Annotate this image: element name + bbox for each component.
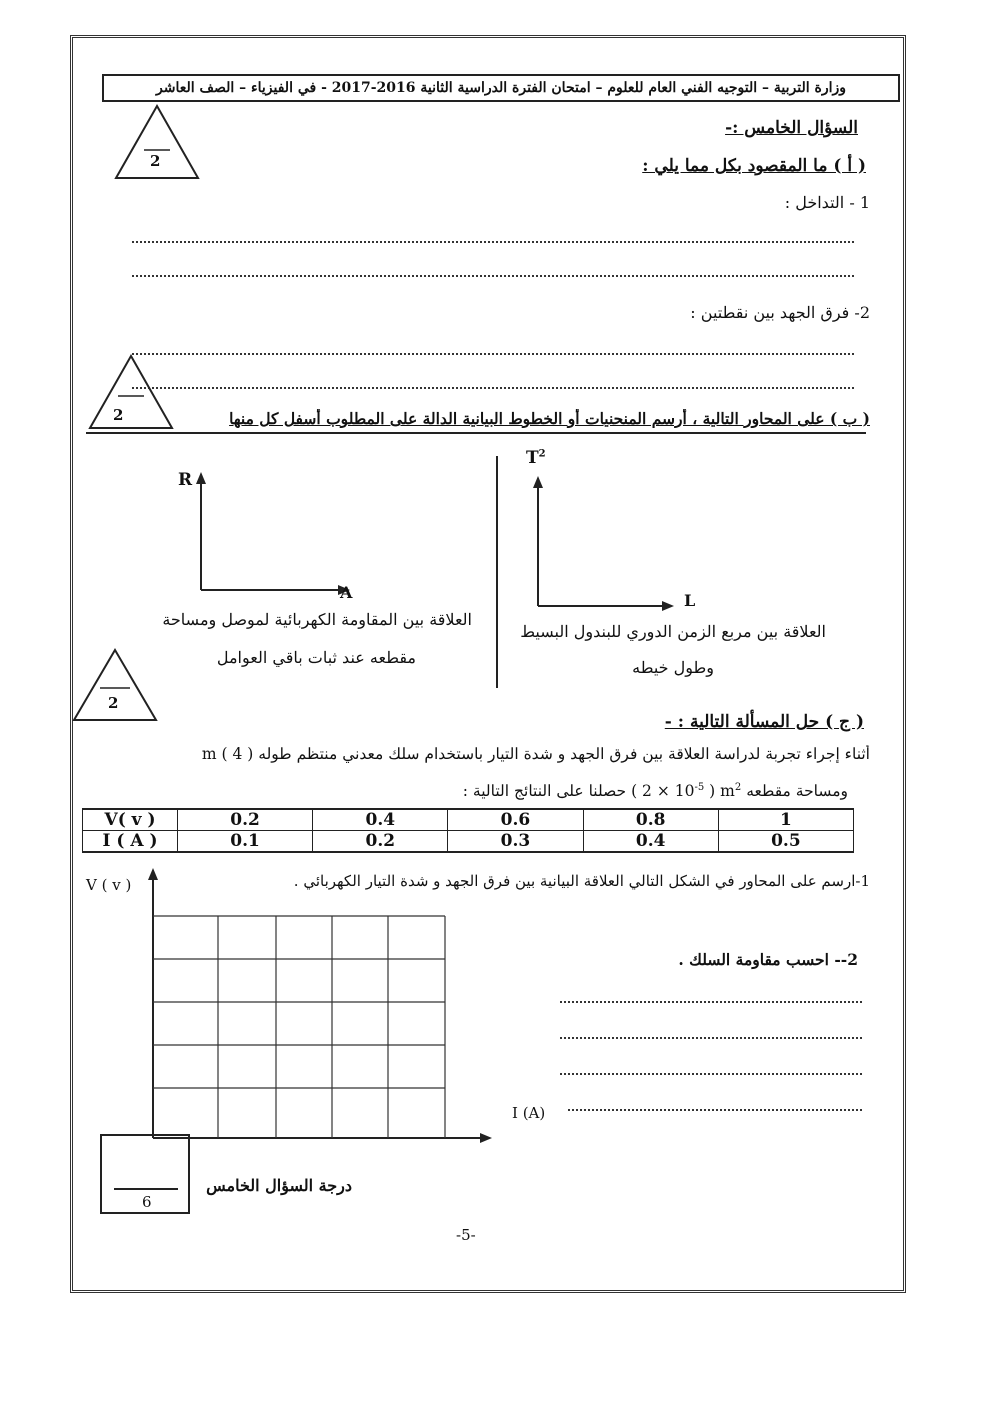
- graph-right-caption-2: وطول خيطه: [632, 658, 714, 677]
- row-header: V( v ): [83, 809, 178, 831]
- graph-right-caption-1: العلاقة بين مربع الزمن الدوري للبندول البسيط: [520, 622, 826, 641]
- table-cell: 0.4: [313, 809, 448, 831]
- page-number: -5-: [456, 1226, 476, 1244]
- table-cell: 0.4: [583, 831, 718, 853]
- task-2: 2-- احسب مقاومة السلك .: [678, 950, 858, 969]
- area-number: ( 2 × 10: [631, 782, 695, 801]
- part-a-label: ( أ ) ما المقصود بكل مما يلي :: [642, 156, 866, 176]
- graph-axis-label-i: I (A): [512, 1104, 546, 1122]
- triangle-icon: [112, 102, 202, 182]
- problem-text-b: حصلنا على النتائج التالية :: [462, 782, 627, 801]
- question-title: السؤال الخامس :-: [725, 118, 858, 138]
- answer-line[interactable]: [560, 1073, 862, 1075]
- y-axis-t: T: [526, 448, 539, 468]
- problem-line-1: أثناء إجراء تجربة لدراسة العلاقة بين فرق الجهد و شدة التيار باستخدام سلك معدني منتظم طوله m ( 4 ): [201, 745, 870, 763]
- answer-line[interactable]: [568, 1109, 862, 1111]
- total-score-value: 6: [142, 1193, 152, 1211]
- area-unit-sup: 2: [734, 782, 742, 793]
- answer-line[interactable]: [132, 353, 854, 355]
- area-close: ): [709, 782, 716, 801]
- answer-line[interactable]: [560, 1001, 862, 1003]
- answer-line[interactable]: [132, 387, 854, 389]
- score-value: 2: [108, 694, 119, 712]
- part-c-label: ( ج ) حل المسألة التالية : -: [664, 712, 864, 732]
- score-value: 2: [113, 406, 124, 424]
- area-exponent: -5: [694, 782, 705, 793]
- score-badge-3: [70, 646, 160, 724]
- area-unit: m: [720, 782, 735, 801]
- score-line: [114, 1188, 178, 1190]
- y-axis-label-t: [526, 448, 546, 468]
- y-axis-t-sup: 2: [538, 448, 546, 460]
- results-table: [82, 808, 854, 853]
- score-badge-1: [112, 102, 202, 182]
- answer-line[interactable]: [132, 241, 854, 243]
- table-cell: 0.8: [583, 809, 718, 831]
- x-axis-label-a: A: [340, 583, 353, 602]
- problem-text-a: ومساحة مقطعه: [746, 782, 848, 801]
- answer-line[interactable]: [132, 275, 854, 277]
- graph-separator: [496, 456, 498, 688]
- table-cell: 0.2: [313, 831, 448, 853]
- graph-axis-label-v: V ( v ): [86, 876, 132, 894]
- graph-left-caption-1: العلاقة بين المقاومة الكهربائية لموصل ومساحة: [162, 610, 472, 629]
- exam-header: وزارة التربية – التوجيه الفني العام للعلوم – امتحان الفترة الدراسية الثانية 2016-2017 - في الفيزياء – الصف العاشر: [102, 74, 900, 102]
- total-score-box: [100, 1134, 190, 1214]
- table-row-voltage: [83, 809, 854, 831]
- table-cell: 0.6: [448, 809, 583, 831]
- graph-r-vs-a[interactable]: [176, 462, 366, 602]
- x-axis-label-l: L: [684, 591, 696, 610]
- triangle-icon: [86, 352, 176, 432]
- y-axis-label-r: R: [178, 470, 193, 490]
- plotting-grid[interactable]: [140, 862, 500, 1152]
- table-row-current: [83, 831, 854, 853]
- table-cell: 0.3: [448, 831, 583, 853]
- answer-line[interactable]: [560, 1037, 862, 1039]
- area-value: [631, 782, 741, 800]
- part-a-item-2: 2- فرق الجهد بين نقطتين :: [690, 303, 870, 322]
- row-header: I ( A ): [83, 831, 178, 853]
- score-badge-2: [86, 352, 176, 432]
- task-1: 1-ارسم على المحاور في الشكل التالي العلاقة البيانية بين فرق الجهد و شدة التيار الكهربائي .: [293, 872, 870, 890]
- score-value: 2: [150, 152, 161, 170]
- divider: [86, 432, 866, 434]
- table-cell: 0.5: [718, 831, 853, 853]
- graph-left-caption-2: مقطعه عند ثبات باقي العوامل: [216, 648, 416, 667]
- total-score-label: درجة السؤال الخامس: [206, 1176, 352, 1195]
- part-a-item-1: 1 - التداخل :: [784, 193, 870, 212]
- graph-t2-vs-l[interactable]: [520, 466, 690, 616]
- problem-line-2: [463, 782, 848, 800]
- table-cell: 0.1: [178, 831, 313, 853]
- table-cell: 0.2: [178, 809, 313, 831]
- table-cell: 1: [718, 809, 853, 831]
- part-b-label: ( ب ) على المحاور التالية ، أرسم المنحنيات أو الخطوط البيانية الدالة على المطلوب أسفل كل منها: [229, 409, 870, 428]
- triangle-icon: [70, 646, 160, 724]
